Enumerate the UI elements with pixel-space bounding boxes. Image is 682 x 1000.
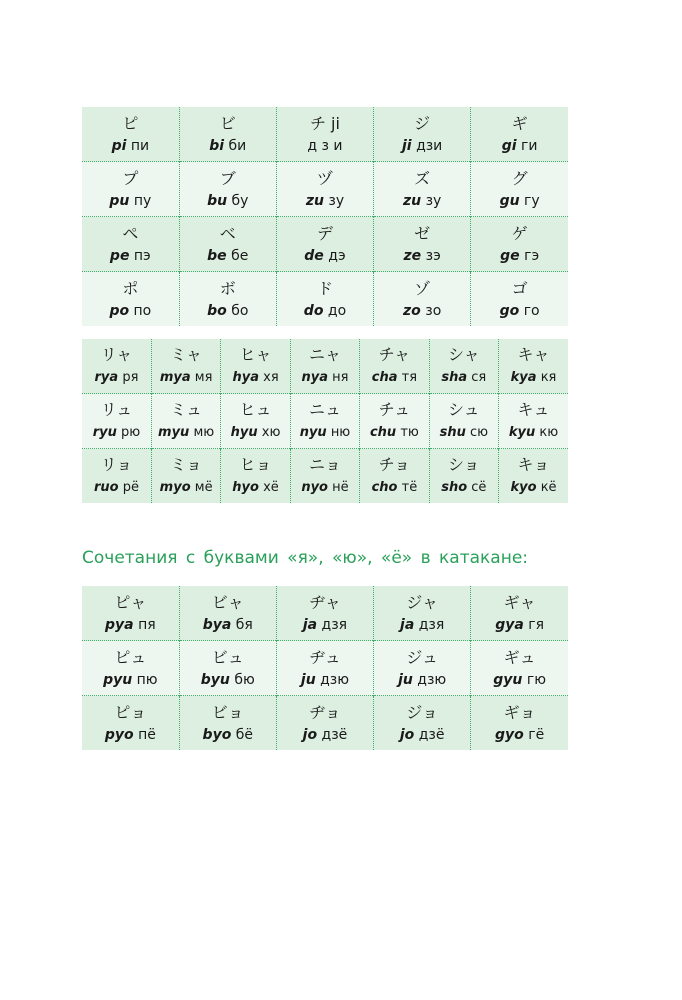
syllable-cell [221,339,290,394]
syllable-cell [276,162,373,217]
cyrillic-reading: дзю [417,671,447,688]
latin-reading: sho [441,480,468,495]
syllable-cell [82,162,179,217]
syllable-cell [499,394,568,449]
cyrillic-reading: по [133,302,152,319]
kana-glyph: グ [511,168,528,188]
kana-glyph: ズ [414,168,431,188]
latin-reading: do [303,302,324,319]
latin-reading: nya [301,370,328,385]
reading [209,138,246,154]
kana-glyph: ギュ [503,647,536,667]
reading [103,672,158,688]
table-row [82,394,568,449]
reading [301,480,348,495]
cyrillic-reading: гу [524,192,540,209]
latin-reading: byu [200,671,230,688]
latin-reading: hyu [230,425,258,440]
syllable-cell [276,696,373,751]
cyrillic-reading: гё [528,726,545,743]
reading [207,303,248,319]
kana-glyph: ポ [122,278,139,298]
kana-glyph: ヂョ [309,702,341,722]
table-row [82,641,568,696]
syllable-cell [360,449,429,504]
cyrillic-reading: бе [231,247,249,264]
syllable-cell [276,641,373,696]
kana-glyph: ニュ [308,400,341,419]
latin-reading: kyu [508,425,536,440]
cyrillic-reading: дзя [418,616,445,633]
kana-glyph: ベ [219,223,236,243]
reading [232,480,279,495]
cyrillic-reading: зэ [425,247,441,264]
latin-reading: zo [403,302,421,319]
latin-reading: gu [499,192,520,209]
kana-glyph: ニャ [308,345,341,364]
kana-glyph: ゼ [414,223,431,243]
reading [207,193,248,209]
latin-reading: cho [371,480,398,495]
syllable-cell [374,107,471,162]
cyrillic-reading: дзю [320,671,350,688]
reading [403,193,441,209]
reading [400,617,444,633]
latin-reading: jo [399,726,415,743]
kana-glyph: ゴ [511,278,528,298]
table-row [82,586,568,641]
kana-glyph: キュ [517,400,550,419]
cyrillic-reading: бя [235,616,253,633]
cyrillic-reading: хю [261,425,281,440]
syllable-cell [82,586,179,641]
table-row [82,217,568,272]
kana-glyph: ジュ [406,647,438,667]
reading [403,303,441,319]
syllable-cell [82,107,179,162]
cyrillic-reading: хё [263,480,279,495]
syllable-cell [374,641,471,696]
syllable-cell [429,394,498,449]
cyrillic-reading: би [228,137,247,154]
latin-reading: bi [209,137,225,154]
kana-glyph: ピュ [114,647,147,667]
latin-reading: hyo [232,480,259,495]
kana-glyph: ヒュ [239,400,272,419]
cyrillic-reading: тя [401,370,418,385]
kana-glyph: チョ [378,455,411,474]
syllable-cell [374,696,471,751]
reading [441,480,486,495]
syllable-cell [360,339,429,394]
latin-reading: myo [159,480,191,495]
latin-reading: gyu [493,671,523,688]
kana-glyph: ブ [219,168,236,188]
latin-reading: cha [371,370,398,385]
latin-reading: ja [400,616,415,633]
latin-reading: bu [207,192,228,209]
table-row [82,272,568,327]
kana-glyph: ピャ [114,592,147,612]
syllable-cell [82,641,179,696]
reading [95,370,139,385]
reading [509,425,558,440]
cyrillic-reading: тю [400,425,419,440]
latin-reading: po [109,302,130,319]
latin-reading: ju [300,671,316,688]
kana-glyph: シュ [447,400,480,419]
kana-glyph: ビュ [211,647,244,667]
kana-glyph: ニョ [308,455,341,474]
cyrillic-reading: бё [235,726,254,743]
syllable-cell [290,449,359,504]
kana-glyph: ペ [122,223,139,243]
yoon-syllable-table [82,339,568,503]
cyrillic-reading: д з и [307,137,343,154]
latin-reading: gyo [495,726,524,743]
cyrillic-reading: мё [194,480,213,495]
latin-reading: kyo [510,480,537,495]
latin-reading: shu [439,425,466,440]
kana-glyph: ヂュ [309,647,341,667]
syllable-cell [82,217,179,272]
reading [301,672,349,688]
latin-reading: ji [402,137,412,154]
latin-reading: be [207,247,227,264]
latin-reading: pyo [104,726,134,743]
reading [109,303,151,319]
syllable-cell [179,107,276,162]
reading [303,727,348,743]
syllable-cell [471,586,568,641]
kana-glyph: リュ [100,400,133,419]
kana-glyph: デ [316,223,333,243]
latin-reading: ryu [92,425,117,440]
kana-glyph: シャ [447,345,480,364]
cyrillic-reading: сё [471,480,487,495]
kana-glyph: ジャ [406,592,438,612]
cyrillic-reading: ря [122,370,139,385]
latin-reading: ze [403,247,422,264]
latin-reading: byo [202,726,232,743]
cyrillic-reading: хя [263,370,279,385]
reading [306,193,344,209]
kana-glyph: ボ [219,278,236,298]
cyrillic-reading: до [327,302,347,319]
syllable-cell [471,107,568,162]
syllable-cell [471,217,568,272]
table-row [82,449,568,504]
reading [105,727,156,743]
kana-glyph: ゾ [414,278,431,298]
reading [203,617,253,633]
cyrillic-reading: кё [540,480,557,495]
latin-reading: sha [441,370,468,385]
kana-glyph: チュ [378,400,411,419]
cyrillic-reading: мю [193,425,215,440]
reading [160,370,213,385]
reading [502,138,538,154]
reading [300,425,351,440]
syllable-cell [471,272,568,327]
syllable-cell [374,217,471,272]
cyrillic-reading: пё [138,726,156,743]
reading [112,138,150,154]
syllable-cell [499,449,568,504]
kana-glyph: キョ [517,455,550,474]
cyrillic-reading: гэ [524,247,540,264]
syllable-cell [374,162,471,217]
latin-reading: bya [202,616,232,633]
reading [231,425,281,440]
reading [201,672,255,688]
latin-reading: hya [232,370,259,385]
syllable-cell [221,394,290,449]
cyrillic-reading: пю [136,671,158,688]
reading [372,370,417,385]
kana-glyph: ゲ [511,223,528,243]
reading [110,248,151,264]
syllable-cell [276,107,373,162]
latin-reading: zu [305,192,324,209]
syllable-cell [151,394,220,449]
kana-glyph: ビ [219,113,236,133]
reading [372,480,418,495]
cyrillic-reading: пу [133,192,152,209]
cyrillic-reading: ня [332,370,349,385]
syllable-cell [151,339,220,394]
latin-reading: ju [398,671,413,688]
latin-reading: chu [369,425,397,440]
syllable-cell [374,586,471,641]
syllable-cell [221,449,290,504]
cyrillic-reading: бу [231,192,249,209]
syllable-cell [471,162,568,217]
reading [304,303,346,319]
latin-reading: de [304,247,324,264]
latin-reading: go [499,302,520,319]
reading [510,480,556,495]
reading [495,727,544,743]
cyrillic-reading: бо [231,302,249,319]
cyrillic-reading: пи [130,137,150,154]
syllable-cell [290,394,359,449]
latin-reading: ge [500,247,520,264]
syllable-cell [276,272,373,327]
latin-reading: myu [158,425,190,440]
voiced-yoon-syllable-table [82,586,568,750]
cyrillic-reading: ги [521,137,538,154]
cyrillic-reading: ся [471,370,487,385]
kana-glyph: ヒャ [239,345,272,364]
syllable-cell [429,449,498,504]
kana-glyph: ビャ [211,592,244,612]
reading [207,248,248,264]
section-heading: Сочетания с буквами «я», «ю», «ё» в катакане: [82,548,528,568]
latin-reading: gya [495,616,524,633]
syllable-cell [429,339,498,394]
cyrillic-reading: дзи [416,137,443,154]
reading [307,138,342,154]
cyrillic-reading: пэ [133,247,151,264]
kana-glyph: キャ [517,345,550,364]
reading [93,425,140,440]
kana-glyph: ヒョ [239,455,272,474]
table-row [82,696,568,751]
reading [94,480,139,495]
syllable-cell [499,339,568,394]
latin-reading: zu [403,192,422,209]
syllable-cell [290,339,359,394]
kana-glyph: ミュ [170,400,202,419]
table-row [82,107,568,162]
kana-glyph: ギョ [503,702,536,722]
syllable-cell [360,394,429,449]
reading [304,248,345,264]
latin-reading: pu [109,192,130,209]
reading [160,480,213,495]
reading [500,193,540,209]
kana-glyph: ピョ [114,702,147,722]
cyrillic-reading: зу [425,192,442,209]
cyrillic-reading: рё [122,480,139,495]
syllable-cell [179,162,276,217]
latin-reading: nyo [301,480,328,495]
cyrillic-reading: дзя [321,616,348,633]
kana-glyph: ピ [122,113,139,133]
syllable-cell [179,641,276,696]
latin-reading: gi [501,137,517,154]
latin-reading: pi [111,137,127,154]
cyrillic-reading: зо [425,302,442,319]
reading [158,425,214,440]
cyrillic-reading: кя [540,370,557,385]
cyrillic-reading: нё [332,480,349,495]
kana-glyph: ショ [447,455,480,474]
cyrillic-reading: го [523,302,540,319]
reading [203,727,253,743]
cyrillic-reading: мя [194,370,213,385]
reading [495,617,544,633]
kana-glyph: ヅ [316,168,333,188]
syllable-cell [374,272,471,327]
cyrillic-reading: рю [121,425,141,440]
cyrillic-reading: пя [138,616,156,633]
reading [511,370,557,385]
reading [303,617,347,633]
syllable-cell [82,696,179,751]
latin-reading: nyu [299,425,327,440]
kana-glyph: ド [316,278,333,298]
syllable-cell [82,449,151,504]
latin-reading: bo [207,302,227,319]
cyrillic-reading: дзё [321,726,348,743]
dakuten-syllable-table [82,107,568,326]
reading [402,138,442,154]
syllable-cell [276,217,373,272]
kana-glyph: ギャ [503,592,536,612]
cyrillic-reading: зу [328,192,345,209]
syllable-cell [179,272,276,327]
cyrillic-reading: дзё [418,726,445,743]
syllable-cell [151,449,220,504]
latin-reading: pyu [103,671,133,688]
reading [370,425,419,440]
cyrillic-reading: кю [539,425,559,440]
reading [232,370,278,385]
latin-reading: mya [159,370,191,385]
reading [493,672,546,688]
reading [398,672,446,688]
kana-glyph: リョ [100,455,133,474]
syllable-cell [471,641,568,696]
kana-glyph: プ [122,168,139,188]
latin-reading: pya [105,616,134,633]
cyrillic-reading: гя [528,616,545,633]
kana-glyph: ギ [511,113,528,133]
syllable-cell [82,272,179,327]
kana-glyph: チャ [378,345,411,364]
syllable-cell [179,217,276,272]
kana-glyph: ジョ [406,702,438,722]
syllable-cell [82,394,151,449]
latin-reading: pe [109,247,130,264]
table-row [82,339,568,394]
kana-glyph: リャ [100,345,133,364]
syllable-cell [179,586,276,641]
latin-reading: ja [302,616,318,633]
kana-glyph: ヂャ [309,592,341,612]
syllable-cell [179,696,276,751]
cyrillic-reading: тё [401,480,418,495]
reading [404,248,441,264]
reading [441,370,486,385]
reading [400,727,445,743]
kana-glyph: チ ji [309,113,340,133]
kana-glyph: ビョ [211,702,244,722]
latin-reading: jo [302,726,318,743]
cyrillic-reading: бю [234,671,255,688]
reading [301,370,348,385]
reading [109,193,151,209]
cyrillic-reading: ню [330,425,351,440]
cyrillic-reading: дэ [328,247,346,264]
latin-reading: kya [510,370,537,385]
reading [440,425,488,440]
cyrillic-reading: сю [469,425,489,440]
kana-glyph: ミョ [170,455,202,474]
table-row [82,162,568,217]
syllable-cell [276,586,373,641]
syllable-cell [471,696,568,751]
latin-reading: rya [94,370,119,385]
reading [500,248,539,264]
reading [105,617,156,633]
reading [500,303,540,319]
cyrillic-reading: гю [526,671,546,688]
latin-reading: ruo [93,480,119,495]
kana-glyph: ミャ [170,345,202,364]
kana-glyph: ジ [414,113,431,133]
syllable-cell [82,339,151,394]
